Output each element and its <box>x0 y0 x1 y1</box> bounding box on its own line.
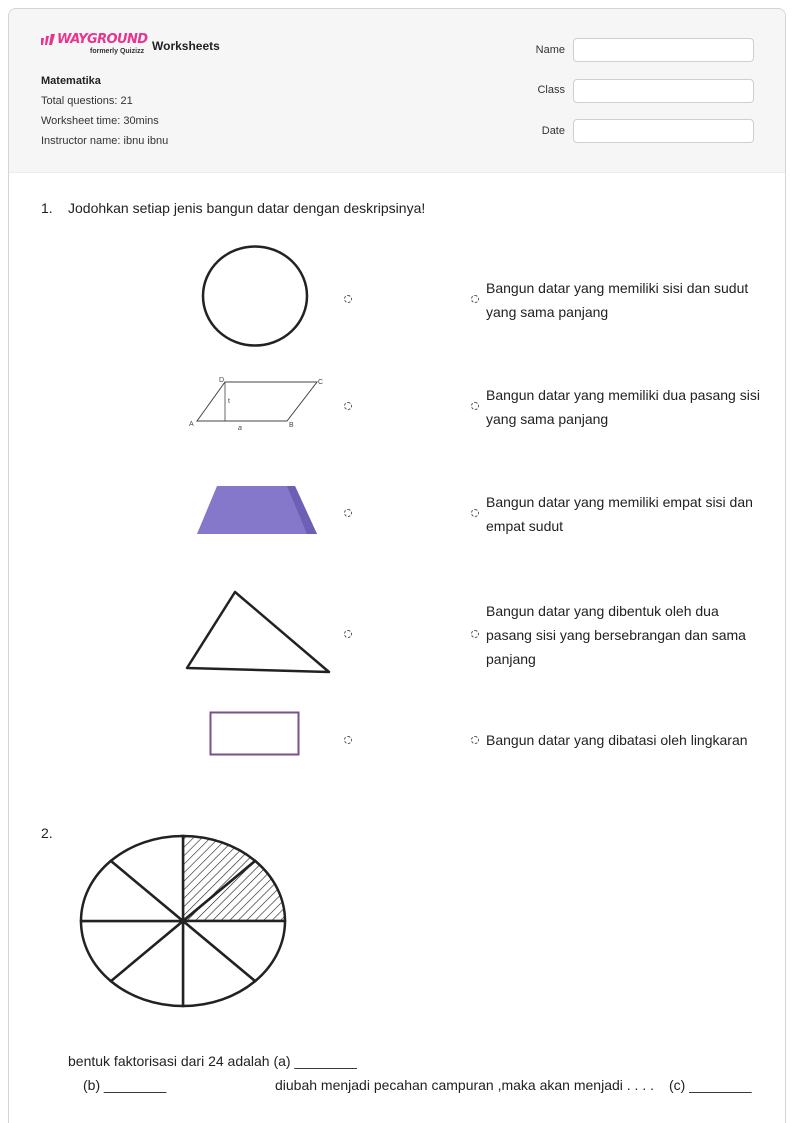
description-item: Bangun datar yang dibatasi oleh lingkaran <box>486 732 748 748</box>
parallelogram-image <box>187 375 327 431</box>
question-2-number: 2. <box>41 825 53 841</box>
description-item: Bangun datar yang memiliki sisi dan sudut yang sama panjang <box>486 280 749 320</box>
name-label: Name <box>535 44 565 56</box>
logo-wordmark: WAYGROUND <box>57 32 148 47</box>
trapezoid-image <box>195 485 319 535</box>
match-right-handle[interactable] <box>471 402 479 410</box>
vertex-c-label: C <box>318 379 324 386</box>
total-questions: Total questions: 21 <box>41 95 133 107</box>
description-item: Bangun datar yang dibentuk oleh dua pasang sisi yang bersebrangan dan sama panjang <box>486 603 746 667</box>
match-right-handle[interactable] <box>471 736 479 744</box>
match-left-handle[interactable] <box>344 509 352 517</box>
base-a-label: a <box>238 425 242 431</box>
question-2-blank-c: (c) ________ <box>669 1077 752 1093</box>
class-field[interactable] <box>573 79 754 103</box>
match-right-handle[interactable] <box>471 295 479 303</box>
worksheet-time: Worksheet time: 30mins <box>41 115 159 127</box>
circle-image <box>201 243 309 349</box>
pie-fraction-image <box>79 833 289 1009</box>
instructor-name: Instructor name: ibnu ibnu <box>41 135 169 147</box>
description-item: Bangun datar yang memiliki empat sisi dan empat sudut <box>486 494 753 534</box>
match-left-handle[interactable] <box>344 402 352 410</box>
match-left-handle[interactable] <box>344 295 352 303</box>
height-t-label: t <box>228 398 230 405</box>
vertex-d-label: D <box>219 377 225 384</box>
logo-bars-icon <box>41 34 57 46</box>
logo-subtitle: formerly Quizizz <box>90 48 145 55</box>
vertex-b-label: B <box>289 422 294 429</box>
name-field[interactable] <box>573 38 754 62</box>
match-right-handle[interactable] <box>471 509 479 517</box>
date-field[interactable] <box>573 119 754 143</box>
worksheet-page <box>8 8 786 1123</box>
question-1-text: Jodohkan setiap jenis bangun datar dengan deskripsinya! <box>68 200 426 216</box>
match-left-handle[interactable] <box>344 630 352 638</box>
match-right-handle[interactable] <box>471 630 479 638</box>
rectangle-image <box>209 711 301 757</box>
wayground-logo <box>41 32 148 58</box>
vertex-a-label: A <box>189 421 194 428</box>
match-left-handle[interactable] <box>344 736 352 744</box>
date-label: Date <box>541 125 565 137</box>
question-2-blank-b: (b) ________ <box>83 1077 167 1093</box>
page-title: Worksheets <box>152 39 220 53</box>
question-1-number: 1. <box>41 200 53 216</box>
question-2-line-2: diubah menjadi pecahan campuran ,maka akan menjadi . . . . <box>275 1077 655 1093</box>
triangle-image <box>185 589 341 677</box>
class-label: Class <box>537 84 565 96</box>
description-item: Bangun datar yang memiliki dua pasang sisi yang sama panjang <box>486 387 760 427</box>
subject-label: Matematika <box>41 75 101 87</box>
worksheet-header <box>9 9 785 173</box>
question-2-line-1: bentuk faktorisasi dari 24 adalah (a) ________ <box>68 1053 357 1069</box>
